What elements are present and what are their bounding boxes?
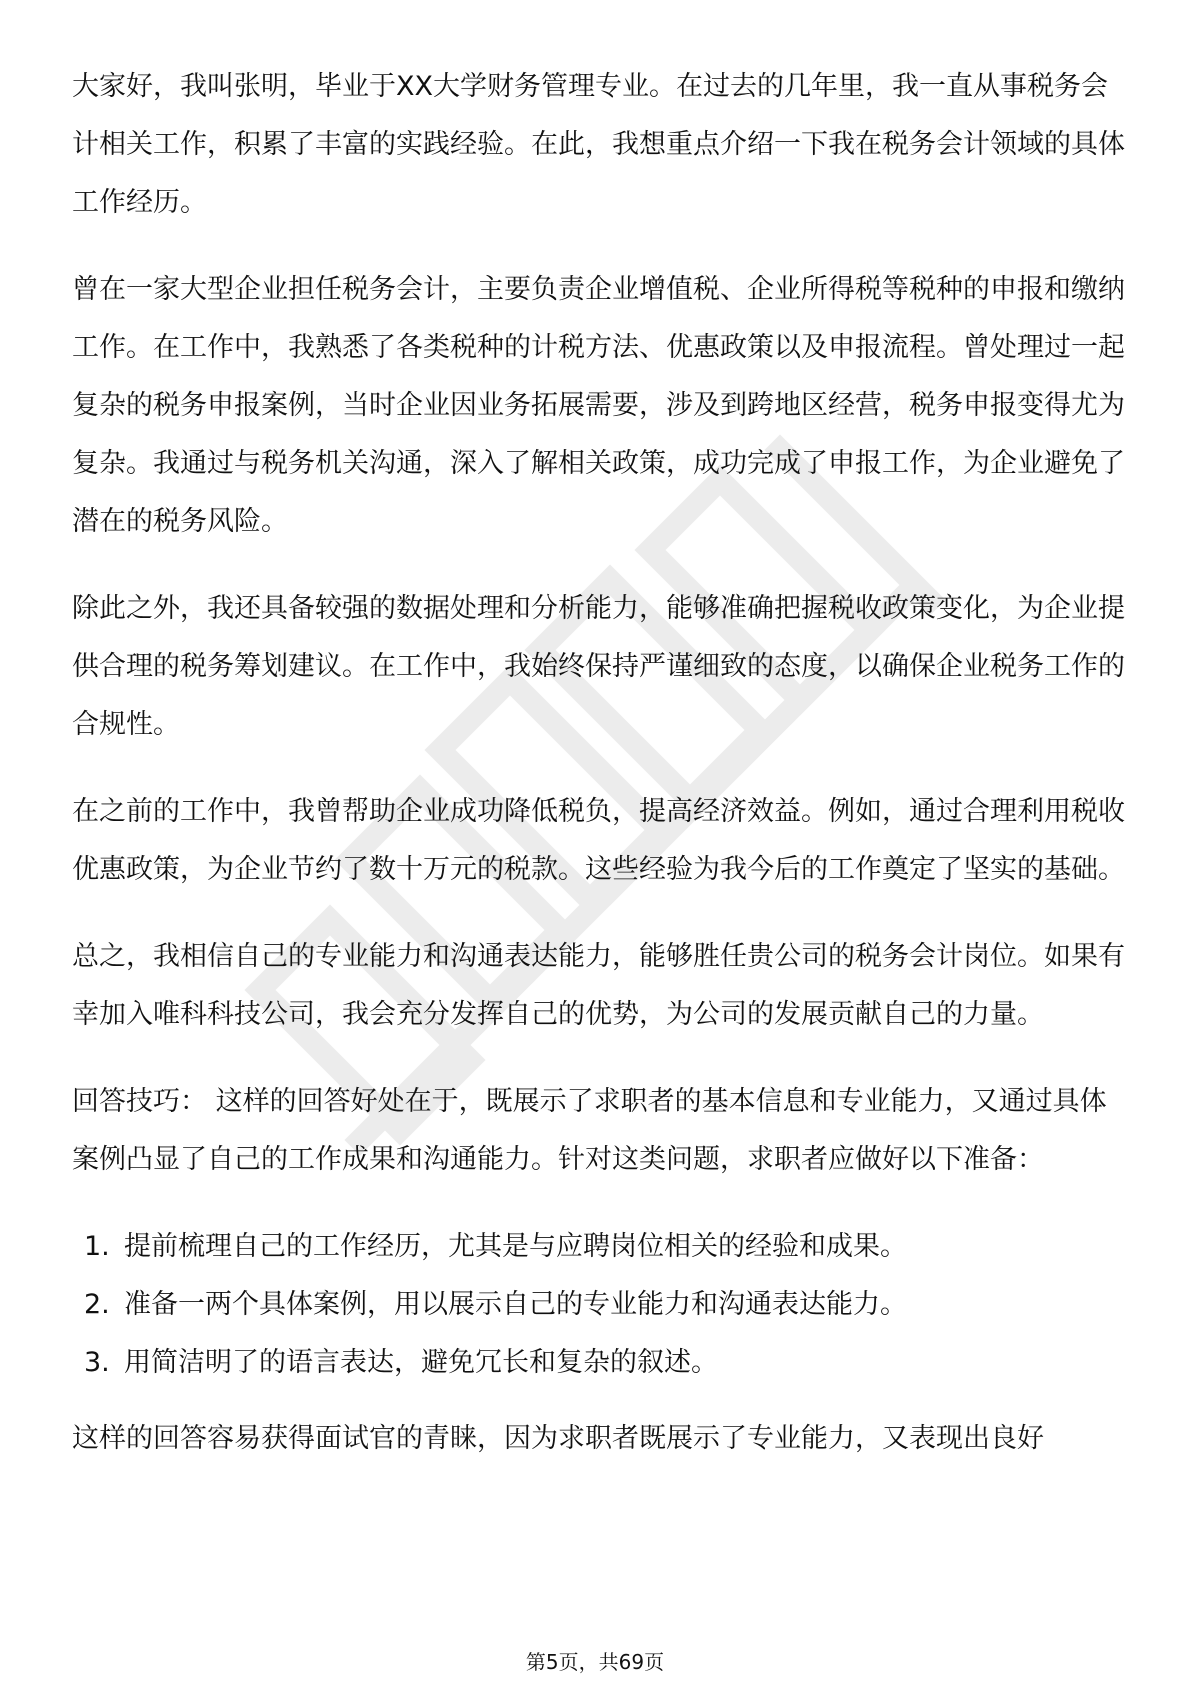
paragraph-experience: 曾在一家大型企业担任税务会计，主要负责企业增值税、企业所得税等税种的申报和缴纳工作。在工作中，我熟悉了各类税种的计税方法、优惠政策以及申报流程。曾处理过一起复杂的税务申报案例，当时企业因业务拓展需要，涉及到跨地区经营，税务申报变得尤为复杂。我通过与税务机关沟通，深入了解相关政策，成功完成了申报工作，为企业避免了潜在的税务风险。 (72, 274, 1125, 537)
paragraph-intro: 大家好，我叫张明，毕业于XX大学财务管理专业。在过去的几年里，我一直从事税务会计相关工作，积累了丰富的实践经验。在此，我想重点介绍一下我在税务会计领域的具体工作经历。 (72, 71, 1125, 218)
paragraph-skills: 除此之外，我还具备较强的数据处理和分析能力，能够准确把握税收政策变化，为企业提供合理的税务筹划建议。在工作中，我始终保持严谨细致的态度，以确保企业税务工作的合规性。 (72, 593, 1125, 740)
page-footer: 第5页，共69页 (525, 1650, 665, 1674)
preparation-list (72, 1218, 1132, 1392)
list-item-number: 1. (84, 1231, 110, 1262)
paragraph-achievements: 在之前的工作中，我曾帮助企业成功降低税负，提高经济效益。例如，通过合理利用税收优惠政策，为企业节约了数十万元的税款。这些经验为我今后的工作奠定了坚实的基础。 (72, 796, 1125, 885)
list-item-number: 3. (84, 1347, 110, 1378)
list-item-number: 2. (84, 1289, 110, 1320)
list-item-text: 提前梳理自己的工作经历，尤其是与应聘岗位相关的经验和成果。 (124, 1231, 907, 1262)
list-item-text: 用简洁明了的语言表达，避免冗长和复杂的叙述。 (124, 1347, 718, 1378)
list-item-text: 准备一两个具体案例，用以展示自己的专业能力和沟通表达能力。 (124, 1289, 907, 1320)
document-body (72, 58, 1132, 1497)
list-item (72, 1218, 1132, 1276)
paragraph-closing: 这样的回答容易获得面试官的青睐，因为求职者既展示了专业能力，又表现出良好 (72, 1423, 1044, 1454)
paragraph-conclusion: 总之，我相信自己的专业能力和沟通表达能力，能够胜任贵公司的税务会计岗位。如果有幸加入唯科科技公司，我会充分发挥自己的优势，为公司的发展贡献自己的力量。 (72, 941, 1125, 1030)
list-item (72, 1276, 1132, 1334)
paragraph-answer-tips: 回答技巧： 这样的回答好处在于，既展示了求职者的基本信息和专业能力，又通过具体案例凸显了自己的工作成果和沟通能力。针对这类问题，求职者应做好以下准备： (72, 1086, 1107, 1175)
list-item (72, 1334, 1132, 1392)
